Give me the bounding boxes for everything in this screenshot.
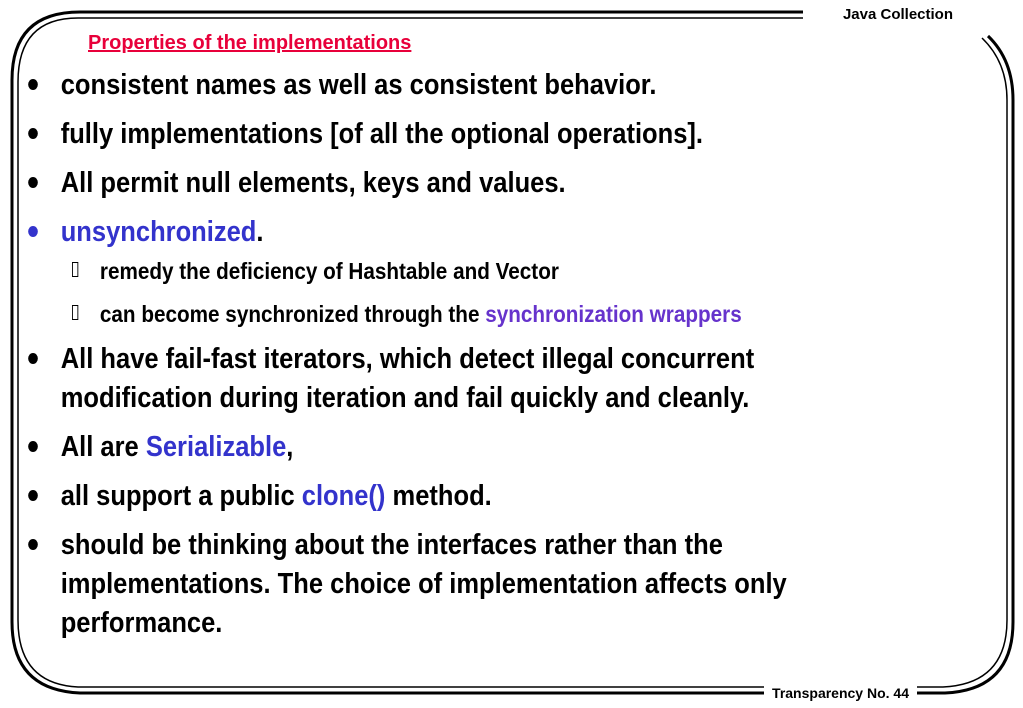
bullet-dot-icon <box>28 441 38 452</box>
bullet-clone <box>0 477 941 516</box>
bullet-text-line2: modification during iteration and fail quickly and cleanly. <box>60 382 750 414</box>
bullet-text-line1: should be thinking about the interfaces rather than the <box>60 529 723 561</box>
bullet-highlight: Serializable <box>145 431 287 463</box>
sub-bullet-synchronized <box>0 299 1000 329</box>
bullet-suffix: . <box>256 216 264 248</box>
bullet-dot-icon <box>28 79 38 90</box>
bullet-fail-fast <box>0 340 941 418</box>
slide-title: Properties of the implementations <box>88 32 412 54</box>
bullet-prefix: all support a public <box>60 480 302 512</box>
bullet-text-line3: performance. <box>60 607 223 639</box>
bullet-dot-icon <box>28 490 38 501</box>
sub-bullet-text: can become synchronized through the <box>99 301 486 327</box>
bullet-interfaces <box>0 526 941 643</box>
bullet-text: consistent names as well as consistent behavior. <box>60 69 657 101</box>
bullet-consistent-names <box>0 66 941 105</box>
sub-bullet-text: remedy the deficiency of Hashtable and Vector <box>99 258 559 284</box>
bullet-dot-icon <box>28 539 38 550</box>
bullet-dot-icon <box>28 128 38 139</box>
bullet-dot-icon <box>28 226 38 237</box>
bullet-fully-implementations <box>0 115 941 154</box>
bullet-prefix: All are <box>60 431 146 463</box>
page-number: Transparency No. 44 <box>764 685 917 701</box>
bullet-dot-icon <box>28 177 38 188</box>
bullet-permit-null <box>0 164 941 203</box>
sub-bullet-remedy <box>0 256 1000 286</box>
bullet-dot-icon <box>28 353 38 364</box>
bullet-text-line1: All have fail-fast iterators, which detect illegal concurrent <box>60 343 755 375</box>
bullet-text-line2: implementations. The choice of implementation affects only <box>60 568 787 600</box>
bullet-suffix: , <box>286 431 294 463</box>
sub-bullet-box-icon <box>72 262 78 277</box>
bullet-list <box>0 66 1000 653</box>
bullet-highlight: unsynchronized <box>60 216 257 248</box>
sub-bullet-box-icon <box>72 305 78 320</box>
bullet-serializable <box>0 428 941 467</box>
bullet-text: fully implementations [of all the optional operations]. <box>60 118 704 150</box>
course-name: Java Collection <box>837 6 959 23</box>
sub-bullet-highlight: synchronization wrappers <box>485 301 742 327</box>
bullet-text: All permit null elements, keys and values. <box>60 167 566 199</box>
bullet-suffix: method. <box>385 480 492 512</box>
bullet-unsynchronized <box>0 213 941 252</box>
bullet-highlight: clone() <box>301 480 386 512</box>
